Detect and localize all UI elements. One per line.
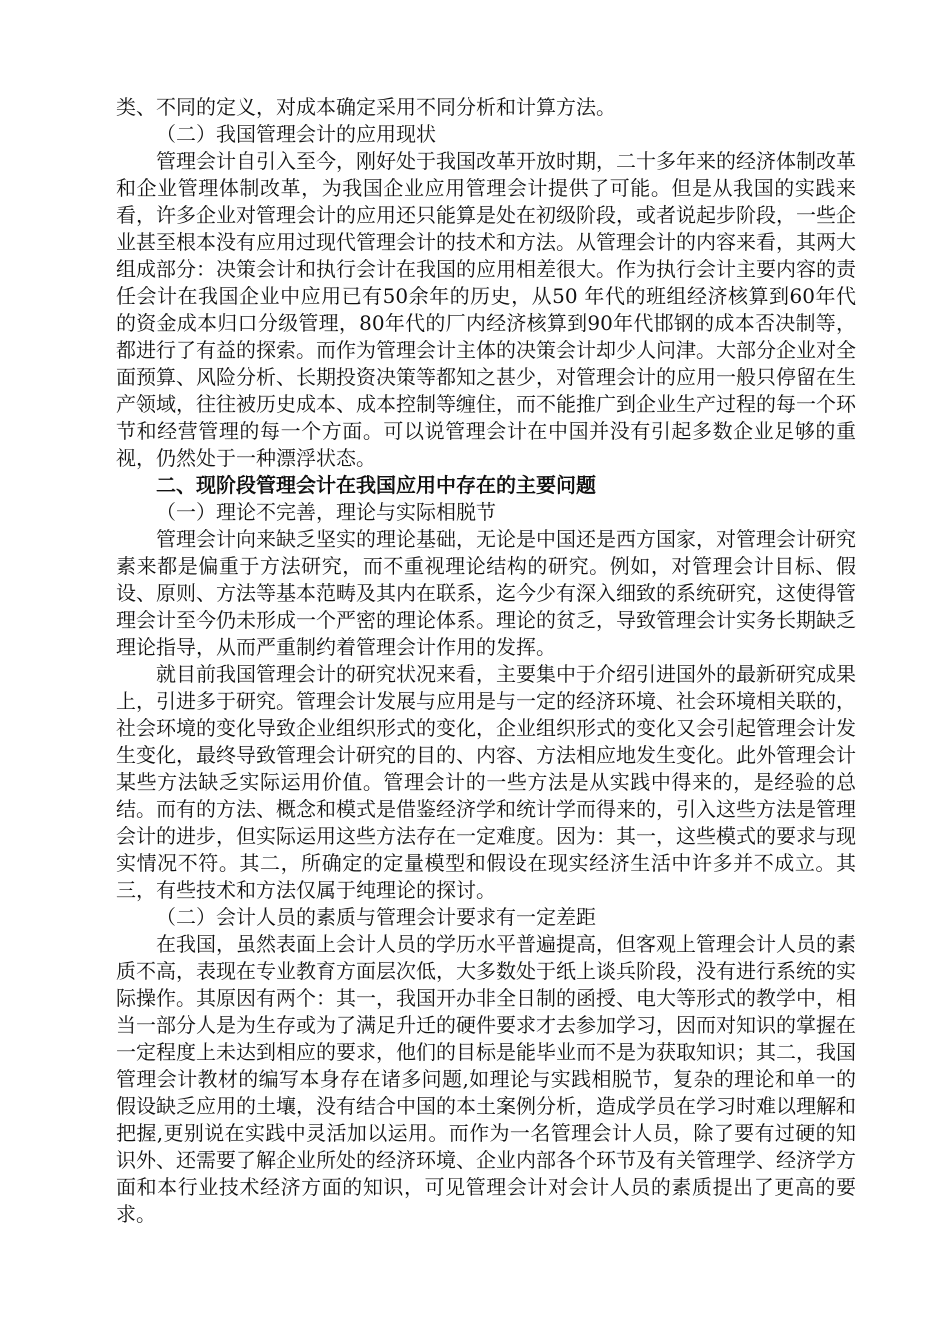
section2-title: 二、现阶段管理会计在我国应用中存在的主要问题	[156, 473, 596, 497]
section1-sub2-title: （二）我国管理会计的应用现状	[156, 122, 436, 146]
intro-tail-paragraph: 类、不同的定义，对成本确定采用不同分析和计算方法。	[116, 95, 616, 119]
section2-sub1-title: （一）理论不完善，理论与实际相脱节	[156, 500, 496, 524]
section2-sub1-paragraph-2: 就目前我国管理会计的研究状况来看，主要集中于介绍引进国外的最新研究成果上，引进多于研究。管理会计发展与应用是与一定的经济环境、社会环境相关联的，社会环境的变化导致企业组织形式的变化，企业组织形式的变化又会引起管理会计发生变化，最终导致管理会计研究的目的、内容、方法相应地发生变化。此外管理会计某些方法缺乏实际运用价值。管理会计的一些方法是从实践中得来的，是经验的总结。而有的方法、概念和模式是借鉴经济学和统计学而得来的，引入这些方法是管理会计的进步，但实际运用这些方法存在一定难度。因为：其一，这些模式的要求与现实情况不符。其二，所确定的定量模型和假设在现实经济生活中许多并不成立。其三，有些技术和方法仅属于纯理论的探讨。	[116, 662, 856, 902]
section2-sub1-paragraph-1: 管理会计向来缺乏坚实的理论基础，无论是中国还是西方国家，对管理会计研究素来都是偏重于方法研究，而不重视理论结构的研究。例如，对管理会计目标、假设、原则、方法等基本范畴及其内在联系，迄今少有深入细致的系统研究，这使得管理会计至今仍未形成一个严密的理论体系。理论的贫乏，导致管理会计实务长期缺乏理论指导，从而严重制约着管理会计作用的发挥。	[116, 527, 856, 659]
section2-sub2-title: （二）会计人员的素质与管理会计要求有一定差距	[156, 905, 596, 929]
section2-sub2-paragraph: 在我国，虽然表面上会计人员的学历水平普遍提高，但客观上管理会计人员的素质不高，表现在专业教育方面层次低，大多数处于纸上谈兵阶段，没有进行系统的实际操作。其原因有两个：其一，我国开办非全日制的函授、电大等形式的教学中，相当一部分人是为生存或为了满足升迁的硬件要求才去参加学习，因而对知识的掌握在一定程度上未达到相应的要求，他们的目标是能毕业而不是为获取知识；其二，我国管理会计教材的编写本身存在诸多问题,如理论与实践相脱节，复杂的理论和单一的假设缺乏应用的土壤，没有结合中国的本土案例分析，造成学员在学习时难以理解和把握,更别说在实践中灵活加以运用。而作为一名管理会计人员，除了要有过硬的知识外、还需要了解企业所处的经济环境、企业内部各个环节及有关管理学、经济学方面和本行业技术经济方面的知识，可见管理会计对会计人员的素质提出了更高的要求。	[116, 932, 856, 1226]
document-page	[116, 94, 856, 1228]
section1-sub2-paragraph: 管理会计自引入至今，刚好处于我国改革开放时期，二十多年来的经济体制改革和企业管理体制改革，为我国企业应用管理会计提供了可能。但是从我国的实践来看，许多企业对管理会计的应用还只能算是处在初级阶段，或者说起步阶段，一些企业甚至根本没有应用过现代管理会计的技术和方法。从管理会计的内容来看，其两大组成部分：决策会计和执行会计在我国的应用相差很大。作为执行会计主要内容的责任会计在我国企业中应用已有50余年的历史，从50 年代的班组经济核算到60年代的资金成本归口分级管理，80年代的厂内经济核算到90年代邯钢的成本否决制等，都进行了有益的探索。而作为管理会计主体的决策会计却少人问津。大部分企业对全面预算、风险分析、长期投资决策等都知之甚少，对管理会计的应用一般只停留在生产领域，往往被历史成本、成本控制等缠住，而不能推广到企业生产过程的每一个环节和经营管理的每一个方面。可以说管理会计在中国并没有引起多数企业足够的重视，仍然处于一种漂浮状态。	[116, 149, 856, 470]
